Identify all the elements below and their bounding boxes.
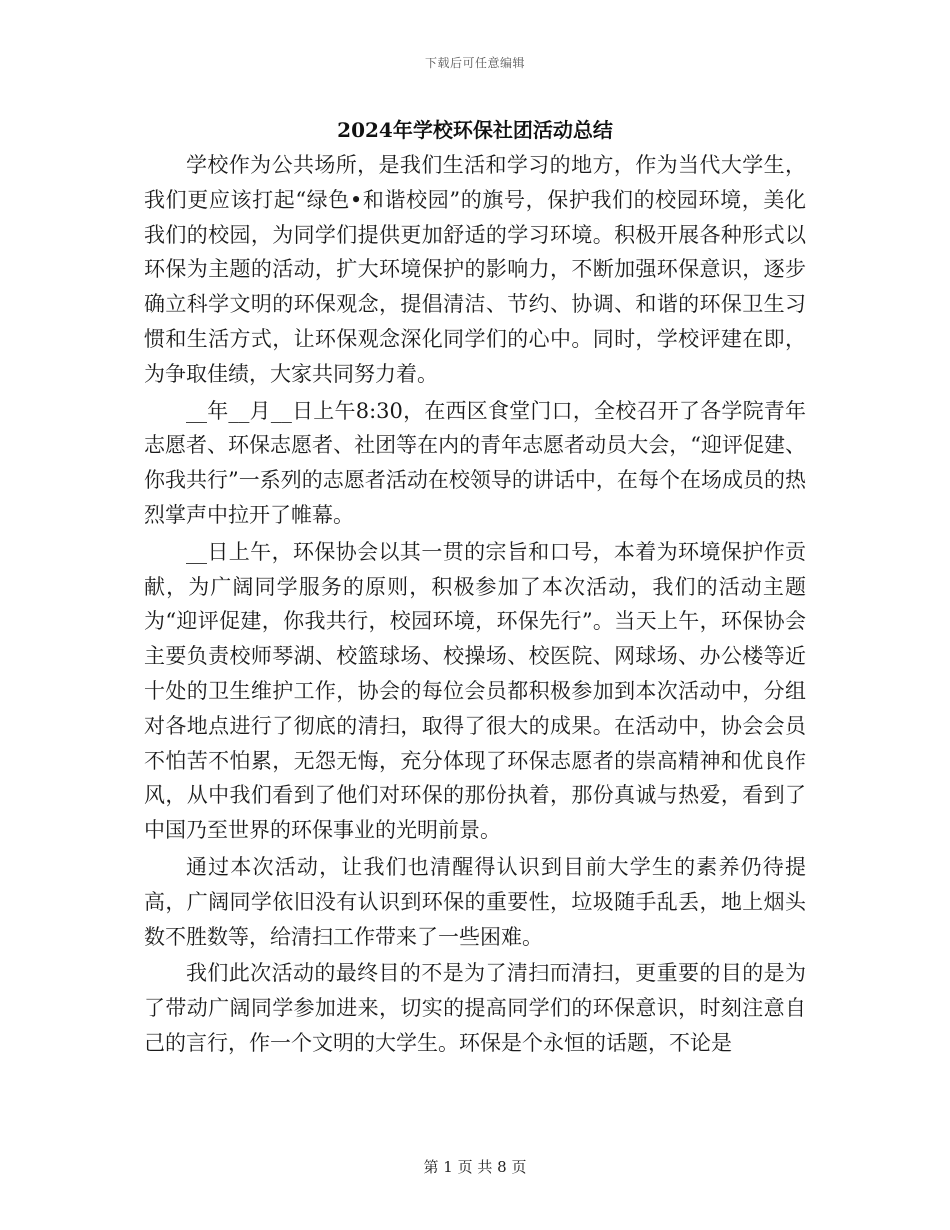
paragraph-4: 通过本次活动，让我们也清醒得认识到目前大学生的素养仍待提高，广阔同学依旧没有认识到环保的重要性，垃圾随手乱丢，地上烟头数不胜数等，给清扫工作带来了一些困难。 [144,854,806,949]
paragraph-5: 我们此次活动的最终目的不是为了清扫而清扫，更重要的目的是为了带动广阔同学参加进来，切实的提高同学们的环保意识，时刻注意自己的言行，作一个文明的大学生。环保是个永恒的话题，不论是 [144,961,806,1055]
paragraph-2: __年__月__日上午8:30，在西区食堂门口，全校召开了各学院青年志愿者、环保志愿者、社团等在内的青年志愿者动员大会，“迎评促建、你我共行”一系列的志愿者活动在校领导的讲话中，在每个在场成员的热烈掌声中拉开了帷幕。 [144,398,806,527]
document-title: 2024年学校环保社团活动总结 [337,118,613,142]
paragraph-1: 学校作为公共场所，是我们生活和学习的地方，作为当代大学生，我们更应该打起“绿色•和谐校园”的旗号，保护我们的校园环境，美化我们的校园，为同学们提供更加舒适的学习环境。积极开展各种形式以环保为主题的活动，扩大环境保护的影响力，不断加强环保意识，逐步确立科学文明的环保观念，提倡清洁、节约、协调、和谐的环保卫生习惯和生活方式，让环保观念深化同学们的心中。同时，学校评建在即，为争取佳绩，大家共同努力着。 [144,153,806,386]
header-note: 下载后可任意编辑 [424,56,525,70]
page-number: 第 1 页 共 8 页 [423,1158,527,1176]
document-body [144,148,806,1061]
paragraph-3: __日上午，环保协会以其一贯的宗旨和口号，本着为环境保护作贡献，为广阔同学服务的原则，积极参加了本次活动，我们的活动主题为“迎评促建，你我共行，校园环境，环保先行”。当天上午，环保协会主要负责校师琴湖、校篮球场、校操场、校医院、网球场、办公楼等近十处的卫生维护工作，协会的每位会员都积极参加到本次活动中，分组对各地点进行了彻底的清扫，取得了很大的成果。在活动中，协会会员不怕苦不怕累，无怨无悔，充分体现了环保志愿者的崇高精神和优良作风，从中我们看到了他们对环保的那份执着，那份真诚与热爱，看到了中国乃至世界的环保事业的光明前景。 [144,539,806,843]
